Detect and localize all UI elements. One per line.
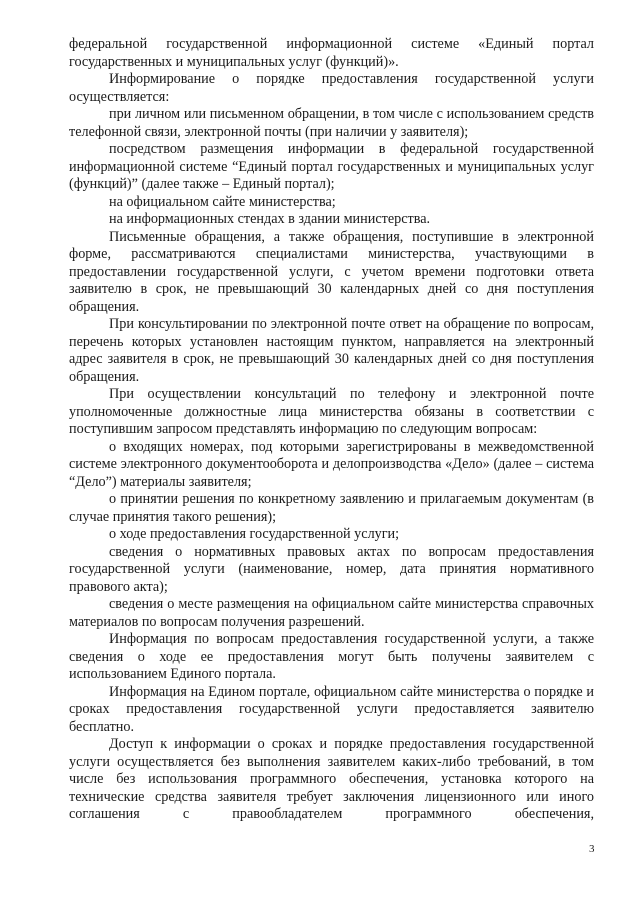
paragraph-reference-materials: сведения о месте размещения на официальном сайте министерства справочных материалов по вопросам получения разрешений. <box>69 596 594 630</box>
paragraph-info-stands: на информационных стендах в здании министерства. <box>109 211 431 227</box>
paragraph-unified-portal: посредством размещения информации в федеральной государственной информационной системе “Единый портал государственных и муниципальных услуг (функций)” (далее также – Единый портал); <box>69 141 594 192</box>
paragraph-email-consulting: При консультировании по электронной почте ответ на обращение по вопросам, перечень которых установлен настоящим пунктом, направляется на электронный адрес заявителя в срок, не превышающий 30 календарных дней со дня поступления обращения. <box>69 316 594 385</box>
paragraph-official-site: на официальном сайте министерства; <box>109 193 336 210</box>
paragraph-written-requests: Письменные обращения, а также обращения, поступившие в электронной форме, рассматриваются специалистами министерства, участвующими в предоставлении государственной услуги, с учетом времени подготовки ответа заявителю в срок, не превышающий 30 календарных дней со дня поступления обращения. <box>69 228 594 315</box>
page-number: 3 <box>589 843 595 855</box>
paragraph-access: Доступ к информации о сроках и порядке предоставления государственной услуги осуществляется без выполнения заявителем каких-либо требований, в том числе без использования программного обеспечения, установка которого на технические средства заявителя требует заключения лицензионного или иного соглашения с правообладателем программного обеспечения, <box>69 736 594 822</box>
paragraph-continuation: федеральной государственной информационной системе «Единый портал государственных и муниципальных услуг (функций)». <box>69 36 594 70</box>
paragraph-legal-acts: сведения о нормативных правовых актах по вопросам предоставления государственной услуги (наименование, номер, дата принятия нормативного правового акта); <box>69 543 594 595</box>
paragraph-portal-info: Информация по вопросам предоставления государственной услуги, а также сведения о ходе ее предоставления могут быть получены заявителем с использованием Единого портала. <box>69 631 594 682</box>
paragraph-incoming-numbers: о входящих номерах, под которыми зарегистрированы в межведомственной системе электронного документооборота и делопроизводства «Дело» (далее – система “Дело”) материалы заявителя; <box>69 438 594 490</box>
paragraph-progress: о ходе предоставления государственной услуги; <box>109 526 400 542</box>
paragraph-informing: Информирование о порядке предоставления государственной услуги осуществляется: <box>69 71 594 105</box>
paragraph-free-info: Информация на Едином портале, официальном сайте министерства о порядке и сроках предоставления государственной услуги предоставляется заявителю бесплатно. <box>69 683 594 735</box>
paragraph-decision: о принятии решения по конкретному заявлению и прилагаемым документам (в случае принятия такого решения); <box>69 491 594 525</box>
paragraph-personal-request: при личном или письменном обращении, в том числе с использованием средств телефонной связи, электронной почты (при наличии у заявителя); <box>69 106 594 140</box>
document-body <box>69 36 594 824</box>
paragraph-phone-consulting: При осуществлении консультаций по телефону и электронной почте уполномоченные должностные лица министерства обязаны в соответствии с поступившим запросом представлять информацию по следующим вопросам: <box>69 386 594 437</box>
